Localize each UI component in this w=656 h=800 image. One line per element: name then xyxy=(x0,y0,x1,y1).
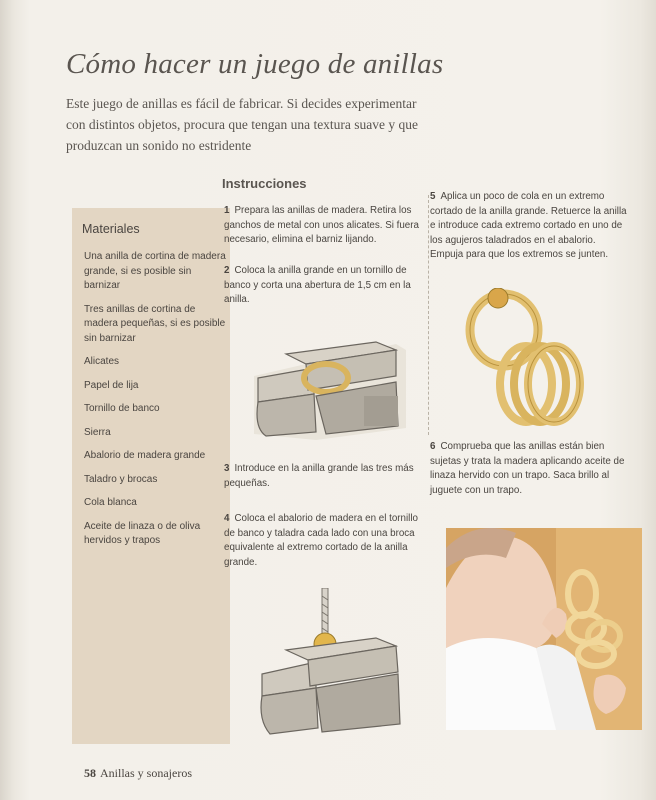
ring-toy-illustration xyxy=(456,288,586,430)
material-item: Tres anillas de cortina de madera pequeñas, si es posible sin barnizar xyxy=(84,303,226,344)
step-6 xyxy=(430,440,628,498)
step-text: Introduce en la anilla grande las tres más pequeñas. xyxy=(224,463,414,489)
material-item: Papel de lija xyxy=(84,379,139,391)
material-item: Abalorio de madera grande xyxy=(84,450,206,461)
step-text: Comprueba que las anillas están bien sujetas y trata la madera aplicando aceite de linaza hervido con un trapo. Saca brillo al juguete con un trapo. xyxy=(430,441,625,496)
materials-list xyxy=(84,250,226,558)
step-3 xyxy=(224,462,424,491)
step-number: 6 xyxy=(430,441,436,452)
materials-box xyxy=(72,208,230,744)
vise-saw-illustration xyxy=(246,336,408,442)
material-item: Alicates xyxy=(84,356,120,367)
step-4 xyxy=(224,512,424,570)
page-number: 58 xyxy=(84,766,96,780)
materials-heading: Materiales xyxy=(82,222,140,236)
step-1 xyxy=(224,204,424,248)
baby-playing-photo xyxy=(446,528,642,730)
instructions-heading: Instrucciones xyxy=(222,176,307,191)
page-title: Cómo hacer un juego de anillas xyxy=(66,48,444,80)
step-text: Coloca la anilla grande en un tornillo de banco y corta una abertura de 1,5 cm en la anilla. xyxy=(224,265,411,305)
step-number: 3 xyxy=(224,463,230,474)
step-2 xyxy=(224,264,424,308)
material-item: Tornillo de banco xyxy=(84,403,160,414)
column-divider xyxy=(428,195,429,435)
section-name: Anillas y sonajeros xyxy=(100,766,192,780)
vise-drill-illustration xyxy=(256,588,416,738)
step-text: Coloca el abalorio de madera en el tornillo de banco y taladra cada lado con una broca equivalente al extremo cortado de la anilla grande. xyxy=(224,513,418,568)
material-item: Una anilla de cortina de madera grande, si es posible sin barnizar xyxy=(84,251,226,291)
step-number: 2 xyxy=(224,265,230,276)
step-5 xyxy=(430,190,628,263)
page-footer xyxy=(84,766,192,781)
step-number: 1 xyxy=(224,205,230,216)
step-number: 5 xyxy=(430,191,436,202)
step-text: Prepara las anillas de madera. Retira los ganchos de metal con unos alicates. Si fuera necesario, elimina el barniz lijando. xyxy=(224,205,419,245)
intro-paragraph: Este juego de anillas es fácil de fabricar. Si decides experimentar con distintos objetos, procura que tengan una textura suave y que produzcan un sonido no estridente xyxy=(66,96,419,153)
step-text: Aplica un poco de cola en un extremo cortado de la anilla grande. Retuerce la anilla e introduce cada extremo cortado en uno de los agujeros taladrados en el abalorio. Empuja para que los extremos se junten. xyxy=(430,191,627,260)
material-item: Aceite de linaza o de oliva hervidos y trapos xyxy=(84,520,201,546)
material-item: Cola blanca xyxy=(84,497,137,508)
material-item: Sierra xyxy=(84,426,111,438)
material-item: Taladro y brocas xyxy=(84,473,158,485)
step-number: 4 xyxy=(224,513,230,524)
